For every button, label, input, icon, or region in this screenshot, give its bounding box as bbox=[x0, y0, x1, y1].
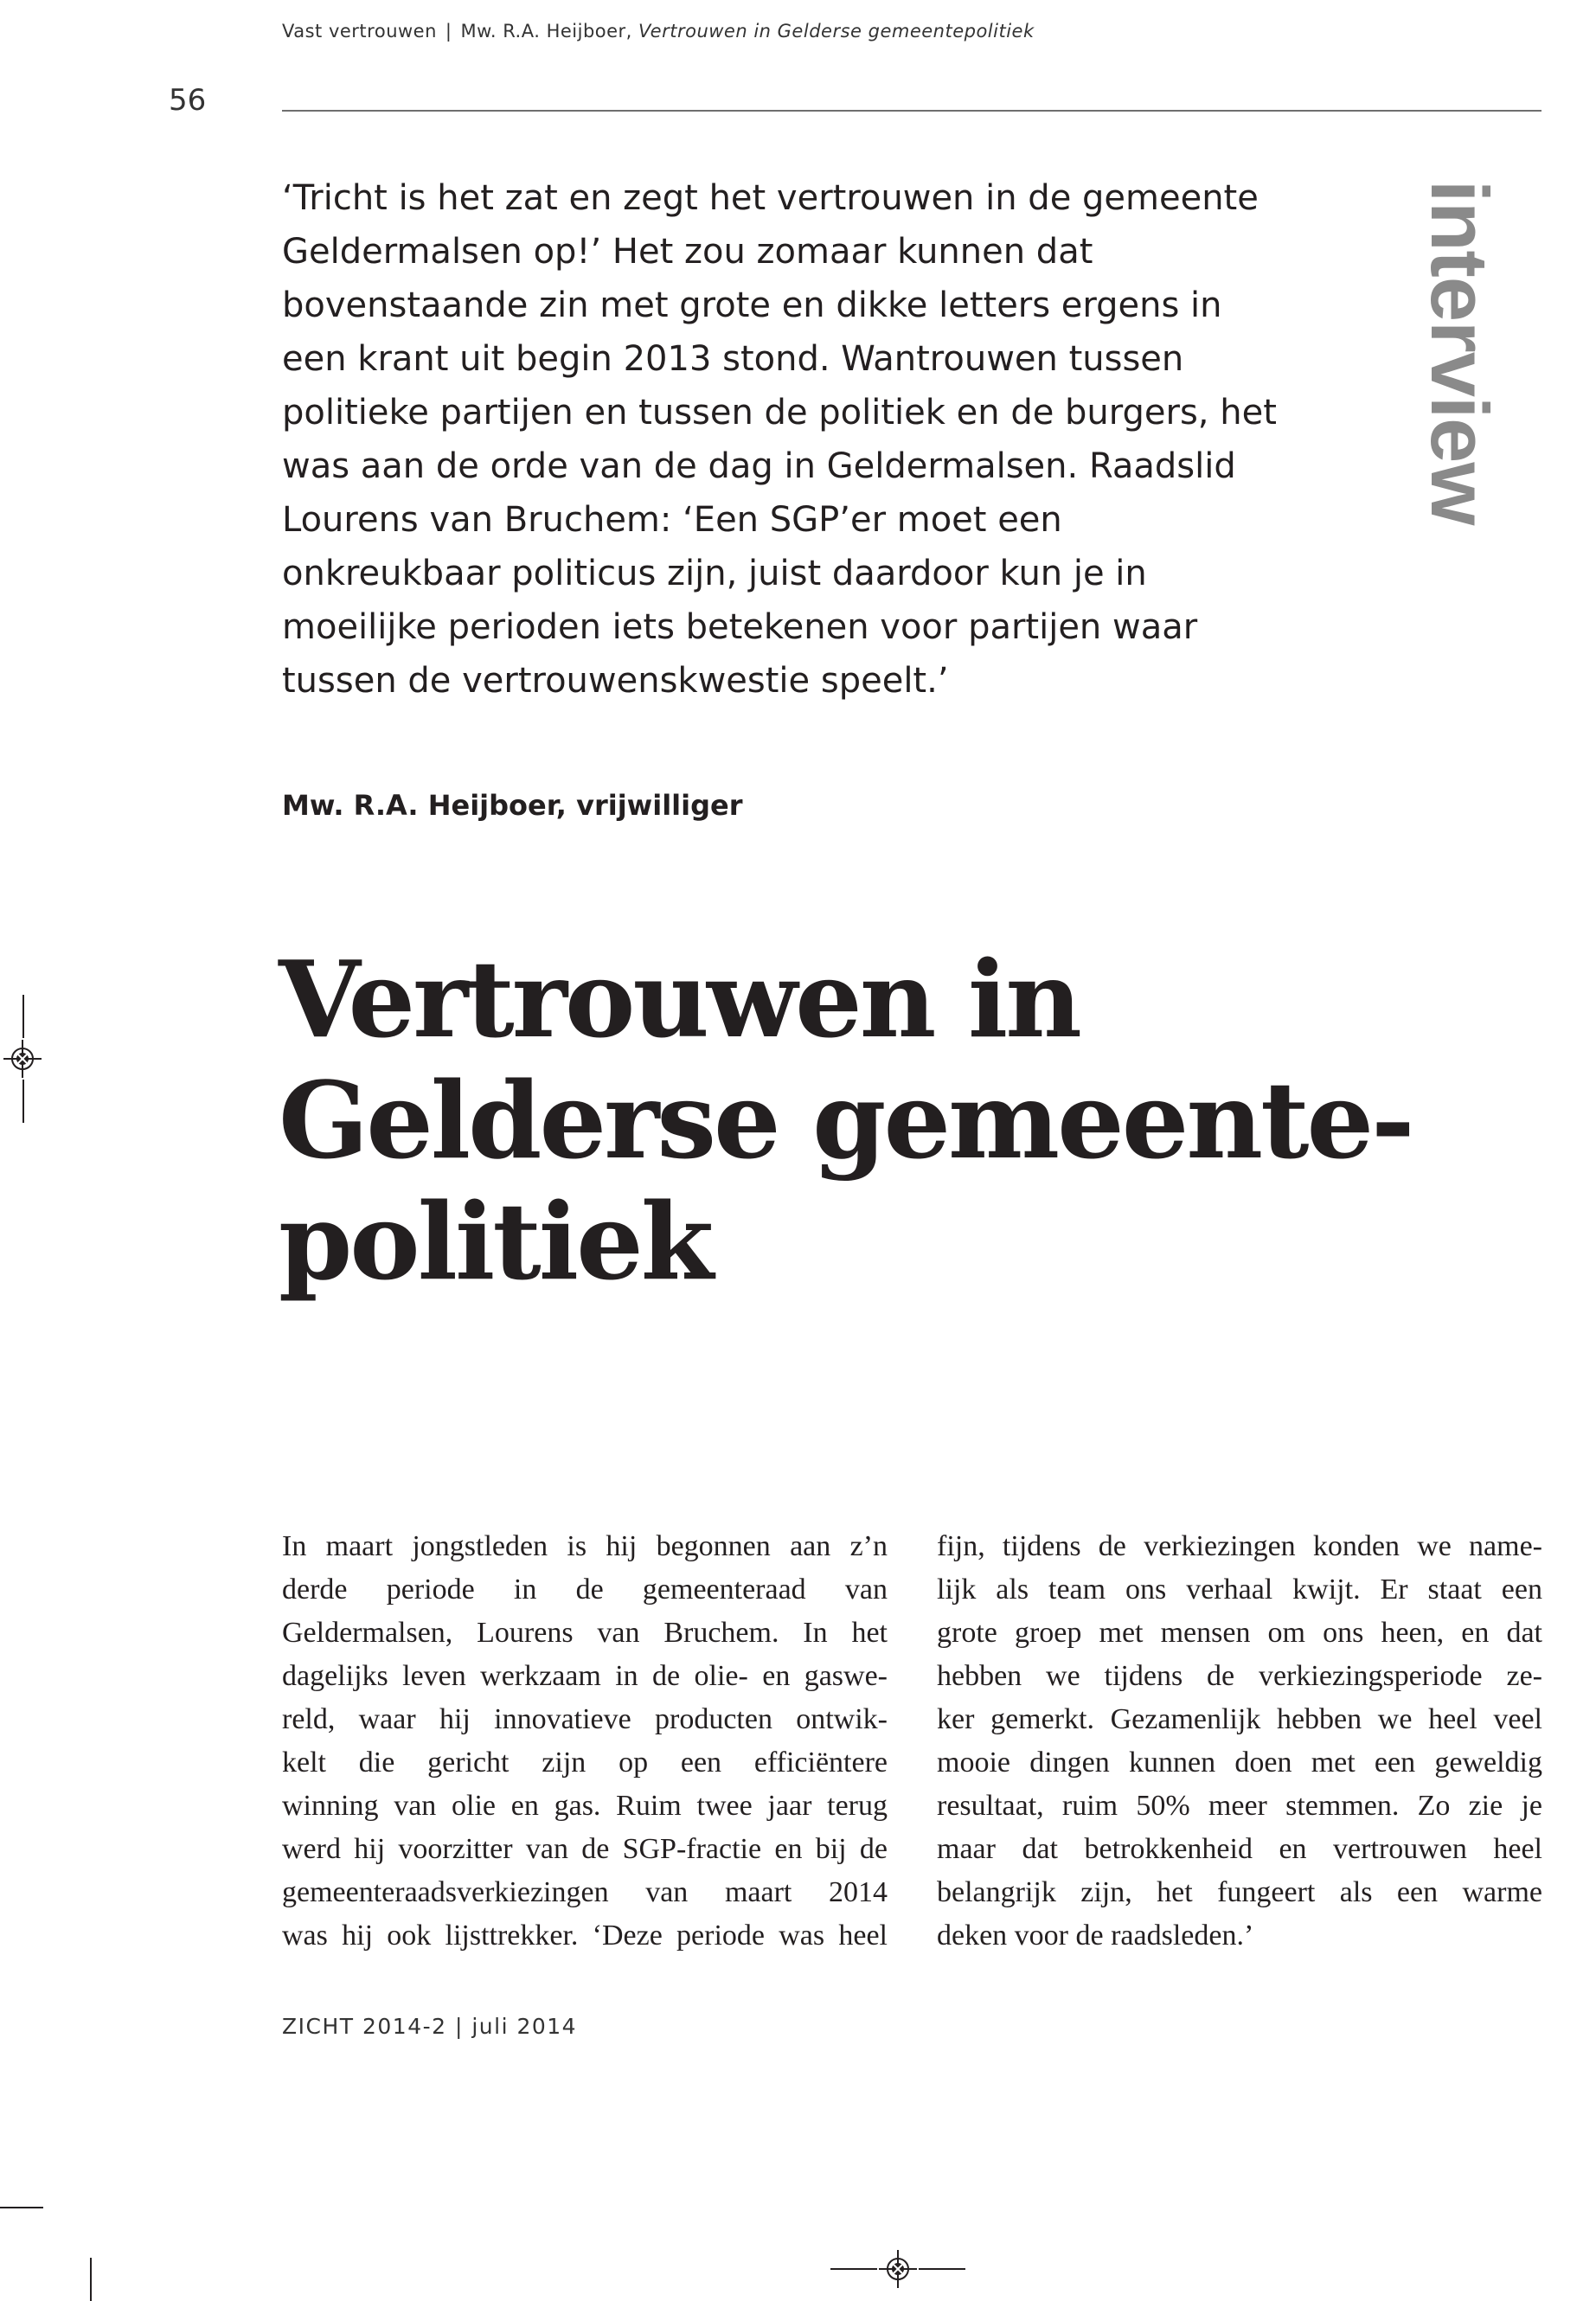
body-line: reld, waar hij innovatieve producten ontwik- bbox=[282, 1703, 888, 1735]
crop-mark bbox=[0, 2207, 43, 2208]
article-title bbox=[279, 939, 1507, 1302]
page-number: 56 bbox=[169, 83, 207, 118]
body-line: ker gemerkt. Gezamenlijk hebben we heel veel bbox=[937, 1703, 1542, 1735]
running-head-separator: | bbox=[445, 21, 452, 42]
footer-issue: ZICHT 2014-2 | juli 2014 bbox=[282, 2014, 578, 2039]
body-line: kelt die gericht zijn op een efficiëntere bbox=[282, 1747, 888, 1779]
body-line: lijk als team ons verhaal kwijt. Er staat een bbox=[937, 1574, 1542, 1606]
body-line: werd hij voorzitter van de SGP-fractie en bij de bbox=[282, 1833, 888, 1865]
title-line: Vertrouwen in bbox=[279, 937, 1080, 1061]
body-column-left bbox=[282, 1525, 888, 1958]
crop-line bbox=[919, 2268, 965, 2270]
body-line: gemeenteraadsverkiezingen van maart 2014 bbox=[282, 1876, 888, 1908]
running-head-author: Mw. R.A. Heijboer, bbox=[460, 21, 632, 42]
registration-mark-icon bbox=[879, 2250, 917, 2288]
body-line: dagelijks leven werkzaam in de olie- en gaswe- bbox=[282, 1660, 888, 1692]
body-line: Geldermalsen, Lourens van Bruchem. In het bbox=[282, 1617, 888, 1649]
body-line: winning van olie en gas. Ruim twee jaar terug bbox=[282, 1790, 888, 1822]
body-line: mooie dingen kunnen doen met een geweldig bbox=[937, 1747, 1542, 1779]
body-line: hebben we tijdens de verkiezingsperiode ze- bbox=[937, 1660, 1542, 1692]
intro-text: ‘Tricht is het zat en zegt het vertrouwen in de gemeente Geldermalsen op!’ Het zou zomaar kunnen dat bovenstaande zin met grote en dikke letters ergens in een krant uit begin 2013 stond. Wantrouwen tussen politieke partijen en tussen de politiek en de burgers, het was aan de orde van de dag in Geldermalsen. Raadslid Lourens van Bruchem: ‘Een SGP’er moet een onkreukbaar politicus zijn, juist daardoor kun je in moeilijke perioden iets betekenen voor partijen waar tussen de vertrouwenskwestie speelt.’ bbox=[282, 178, 1277, 701]
body-line: maar dat betrokkenheid en vertrouwen heel bbox=[937, 1833, 1542, 1865]
body-line: grote groep met mensen om ons heen, en dat bbox=[937, 1617, 1542, 1649]
section-label: interview bbox=[1414, 180, 1505, 525]
body-line: deken voor de raadsleden.’ bbox=[937, 1920, 1254, 1952]
running-head-publication: Vast vertrouwen bbox=[282, 21, 437, 42]
title-line: Gelderse gemeente- bbox=[279, 1058, 1413, 1183]
body-line: belangrijk zijn, het fungeert als een warme bbox=[937, 1876, 1542, 1908]
running-head bbox=[282, 21, 1035, 42]
body-column-right bbox=[937, 1525, 1542, 1958]
body-line: derde periode in de gemeenteraad van bbox=[282, 1574, 888, 1606]
body-line: was hij ook lijsttrekker. ‘Deze periode was heel bbox=[282, 1920, 888, 1952]
body-line: resultaat, ruim 50% meer stemmen. Zo zie je bbox=[937, 1790, 1542, 1822]
crop-line bbox=[22, 1080, 24, 1123]
crop-line bbox=[830, 2268, 877, 2270]
body-line: fijn, tijdens de verkiezingen konden we name- bbox=[937, 1530, 1542, 1562]
registration-mark-icon bbox=[3, 1040, 42, 1078]
title-line: politiek bbox=[279, 1179, 712, 1304]
crop-line bbox=[22, 995, 24, 1038]
intro-paragraph bbox=[282, 171, 1277, 708]
running-head-article-title: Vertrouwen in Gelderse gemeentepolitiek bbox=[638, 21, 1035, 42]
byline: Mw. R.A. Heijboer, vrijwilliger bbox=[282, 789, 743, 822]
body-line: In maart jongstleden is hij begonnen aan z’n bbox=[282, 1530, 888, 1562]
crop-mark bbox=[90, 2258, 92, 2301]
header-rule bbox=[282, 110, 1542, 112]
